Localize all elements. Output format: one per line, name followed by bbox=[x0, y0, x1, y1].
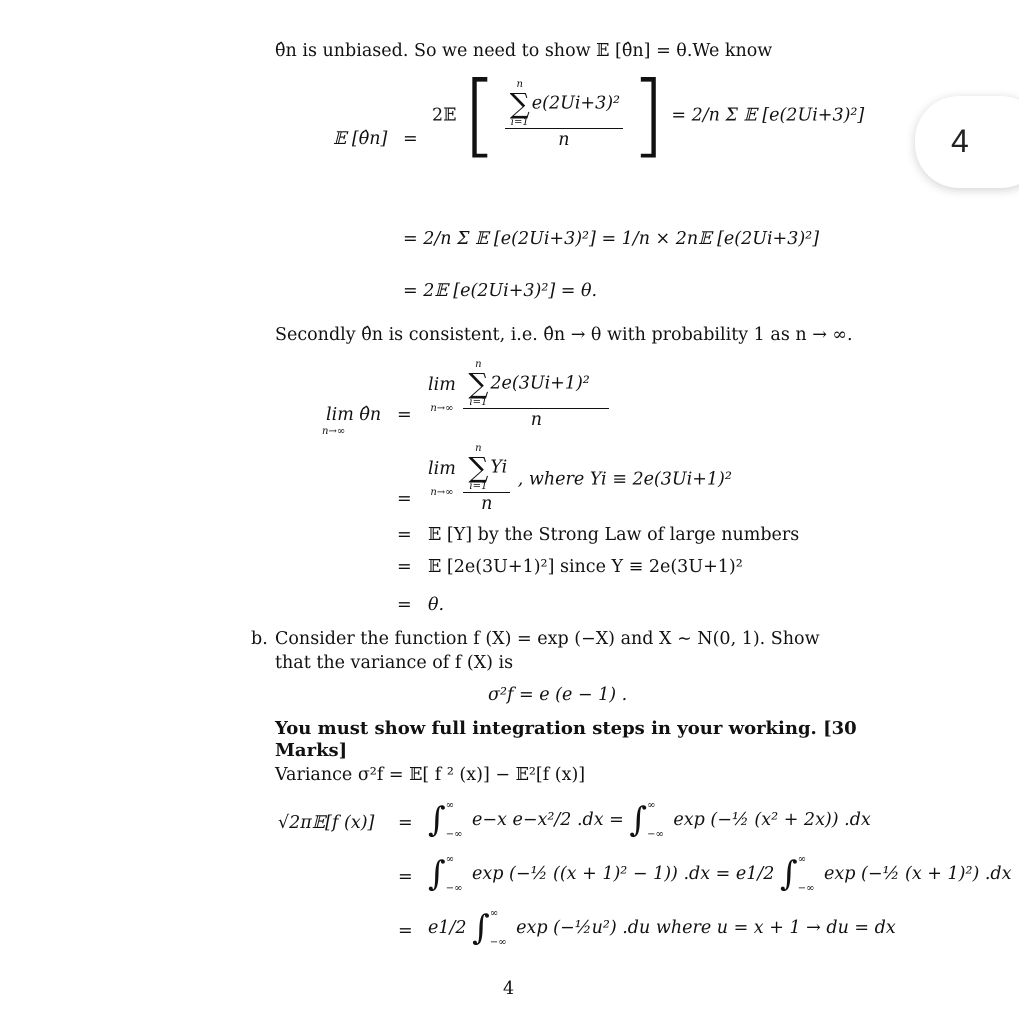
limit-fraction-2: n ∑ i=1 Yi n bbox=[463, 444, 510, 515]
unbiased-line1 bbox=[432, 62, 865, 168]
consistent-line2: lim n→∞ n ∑ i=1 Yi n , where Yi ≡ 2e(3Ui+1)² bbox=[428, 443, 732, 514]
integral-sign: ∫ bbox=[428, 800, 446, 840]
unbiased-line2: = 2/n Σ 𝔼 [e(2Ui+3)²] = 1/n × 2n𝔼 [e(2Ui+3)²] bbox=[403, 229, 820, 249]
unbiased-intro: θ̂n is unbiased. So we need to show 𝔼 [θ̂n] = θ.We know bbox=[275, 41, 773, 61]
part-b-text1: Consider the function f (X) = exp (−X) and X ∼ N(0, 1). Show bbox=[275, 629, 820, 649]
integral-sign: ∫ bbox=[779, 854, 798, 894]
variance-result: σ²f = e (e − 1) . bbox=[488, 685, 628, 705]
footer-page-number: 4 bbox=[503, 979, 515, 999]
integral-line1: ∫ ∞ −∞ e−x e−x²/2 .dx = ∫ ∞ −∞ exp (−½ (x² + 2x)) .dx bbox=[428, 800, 871, 840]
eq-sign: = bbox=[397, 489, 412, 509]
consistent-line3: 𝔼 [Y] by the Strong Law of large numbers bbox=[428, 525, 800, 545]
part-b-text2: that the variance of f (X) is bbox=[275, 653, 514, 673]
left-bracket: [ bbox=[462, 62, 498, 168]
instruction-line1: You must show full integration steps in your working. [30 bbox=[275, 718, 857, 739]
eq-sign: = bbox=[398, 813, 413, 833]
eq-sign: = bbox=[397, 405, 412, 425]
consistent-line5: θ. bbox=[428, 595, 445, 615]
unbiased-line1-rhs: = 2/n Σ 𝔼 [e(2Ui+3)²] bbox=[671, 105, 865, 126]
instruction-line2: Marks] bbox=[275, 740, 348, 761]
page-indicator-number: 4 bbox=[951, 123, 969, 159]
integral-line2: ∫ ∞ −∞ exp (−½ ((x + 1)² − 1)) .dx = e1/2 ∫ ∞ −∞ exp (−½ (x + 1)²) .dx bbox=[428, 854, 1012, 894]
consistent-line4: 𝔼 [2e(3U+1)²] since Y ≡ 2e(3U+1)² bbox=[428, 557, 743, 577]
integral-sign: ∫ bbox=[629, 800, 648, 840]
eq-sign: = bbox=[397, 595, 412, 615]
integral-line3: e1/2 ∫ ∞ −∞ exp (−½u²) .du where u = x + 1 → du = dx bbox=[428, 908, 896, 948]
expectation-2E: 2𝔼 bbox=[432, 105, 457, 126]
eq-sign: = bbox=[398, 921, 413, 941]
integral-sign: ∫ bbox=[428, 854, 446, 894]
right-bracket: ] bbox=[630, 62, 666, 168]
consistent-lhs: lim θ̂n $^{n\to\infty}$ bbox=[322, 405, 382, 437]
eq-sign: = bbox=[403, 129, 418, 149]
eq-sign: = bbox=[397, 525, 412, 545]
variance-definition: Variance σ²f = 𝔼[ f ² (x)] − 𝔼²[f (x)] bbox=[275, 765, 586, 785]
unbiased-lhs: 𝔼 [θ̂n] bbox=[333, 129, 388, 149]
part-b-label: b. bbox=[251, 629, 268, 649]
limit-fraction-1: n ∑ i=1 2e(3Ui+1)² n bbox=[463, 360, 609, 431]
eq-sign: = bbox=[398, 867, 413, 887]
denominator-n: n bbox=[558, 130, 570, 150]
integral-lhs: √2π𝔼[f (x)] bbox=[278, 813, 375, 833]
consistent-intro: Secondly θ̂n is consistent, i.e. θ̂n → θ with probability 1 as n → ∞. bbox=[275, 325, 853, 345]
unbiased-line3: = 2𝔼 [e(2Ui+3)²] = θ. bbox=[403, 281, 598, 301]
sum-fraction: n ∑ i=1 e(2Ui+3)² n bbox=[505, 80, 623, 151]
exp-term: e(2Ui+3)² bbox=[531, 93, 621, 114]
integral-sign: ∫ bbox=[472, 908, 490, 948]
eq-sign: = bbox=[397, 557, 412, 577]
consistent-line1: lim n→∞ n ∑ i=1 2e(3Ui+1)² n bbox=[428, 360, 611, 431]
